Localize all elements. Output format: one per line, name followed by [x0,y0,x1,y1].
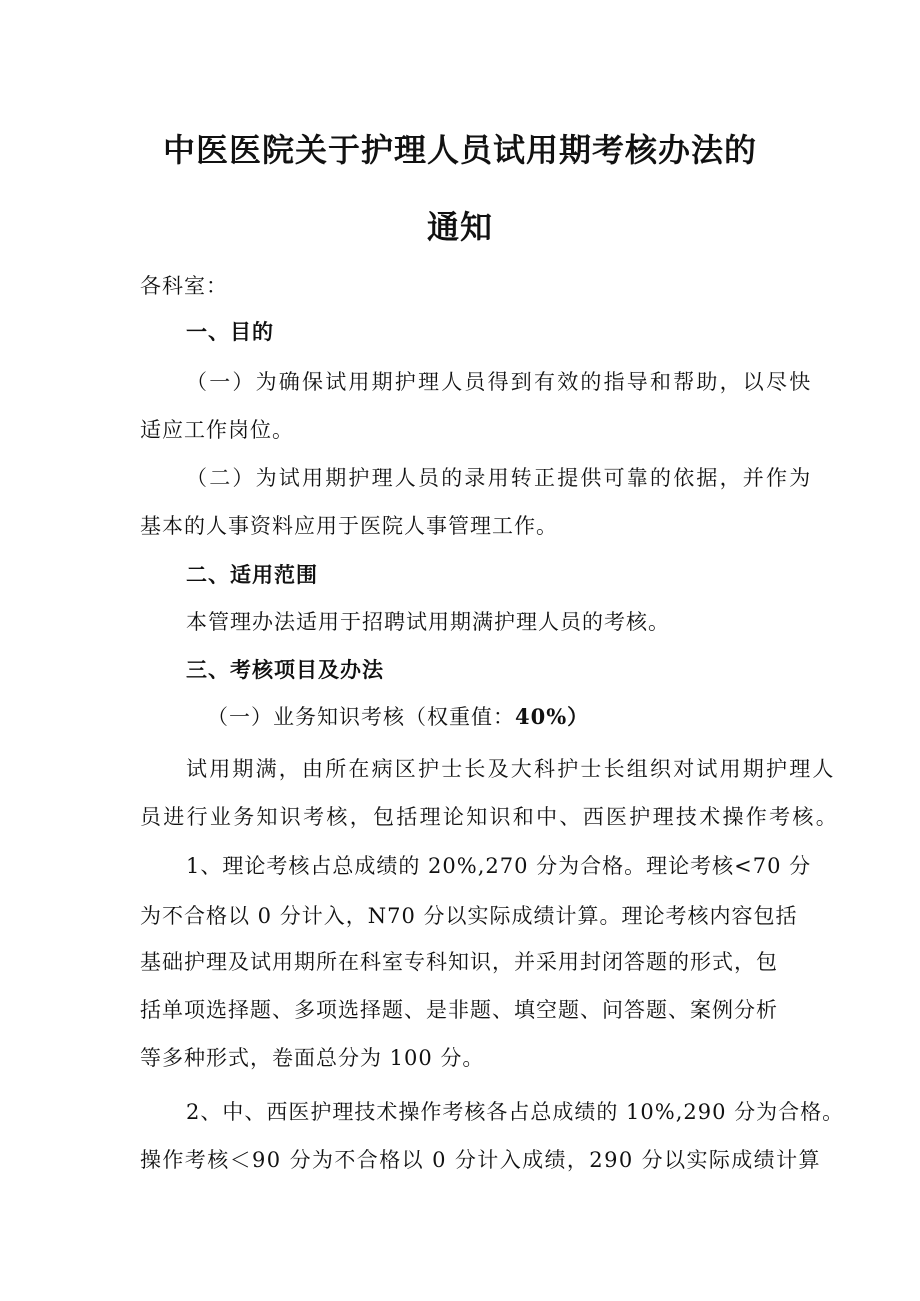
section1-heading: 一、目的 [186,320,274,344]
section3-p3-line1: 2、中、西医护理技术操作考核各占总成绩的 10%,290 分为合格。 [186,1100,845,1124]
document-title-line1: 中医医院关于护理人员试用期考核办法的 [162,131,757,169]
section3-para1-line1: 试用期满，由所在病区护士长及大科护士长组织对试用期护理人 [186,757,836,781]
section3-p2-line1: 1、理论考核占总成绩的 20%,270 分为合格。理论考核<70 分 [186,854,812,878]
section1-item2-line2: 基本的人事资料应用于医院人事管理工作。 [140,514,558,538]
section1-item2-line1: （二）为试用期护理人员的录用转正提供可靠的依据，并作为 [186,466,813,490]
salutation: 各科室： [140,274,228,298]
section3-p2-line4: 括单项选择题、多项选择题、是非题、填空题、问答题、案例分析 [140,998,778,1022]
section3-p2-line5: 等多种形式，卷面总分为 100 分。 [140,1046,485,1070]
section3-para1-line2: 员进行业务知识考核，包括理论知识和中、西医护理技术操作考核。 [140,805,839,829]
section3-heading: 三、考核项目及办法 [186,658,384,682]
section1-item1-line1: （一）为确保试用期护理人员得到有效的指导和帮助，以尽快 [186,370,813,394]
section3-p2-line2: 为不合格以 0 分计入，N70 分以实际成绩计算。理论考核内容包括 [140,904,798,928]
document-title-line2: 通知 [426,208,493,246]
section3-p3-line2: 操作考核＜90 分为不合格以 0 分计入成绩，290 分以实际成绩计算 [140,1148,821,1172]
section1-item1-line2: 适应工作岗位。 [140,418,294,442]
section2-body: 本管理办法适用于招聘试用期满护理人员的考核。 [186,610,670,634]
section3-sub1-prefix: （一）业务知识考核（权重值： [207,705,515,729]
section3-p2-line3: 基础护理及试用期所在科室专科知识，并采用封闭答题的形式，包 [140,950,778,974]
section3-sub1 [207,703,589,731]
section2-heading: 二、适用范围 [186,563,318,587]
section3-sub1-weight: 40%） [515,704,590,729]
